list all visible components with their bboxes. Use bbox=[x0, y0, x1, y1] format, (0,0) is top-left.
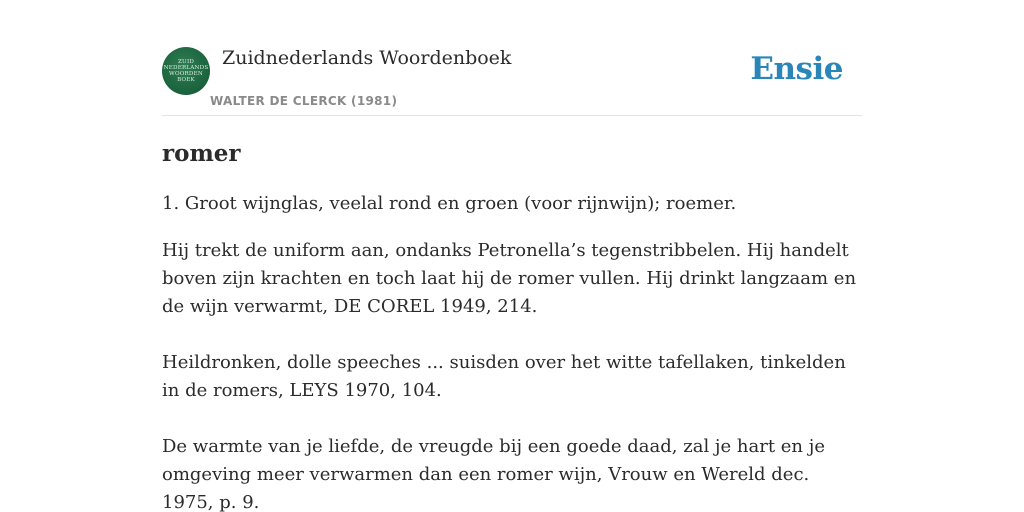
entry-lemma: romer bbox=[162, 140, 241, 167]
logo-text-line: WOORDEN bbox=[169, 71, 203, 77]
logo-text-line: ZUID bbox=[177, 58, 195, 65]
page-header bbox=[162, 40, 862, 116]
logo-text-line: NEDERLANDS bbox=[163, 64, 209, 71]
citation-list bbox=[162, 237, 862, 512]
book-author: WALTER DE CLERCK (1981) bbox=[210, 94, 398, 108]
citation-item: De warmte van je liefde, de vreugde bij een goede daad, zal je hart en je omgeving meer verwarmen dan een romer wijn, Vrouw en Wereld dec. 1975, p. 9. bbox=[162, 436, 825, 512]
dictionary-entry bbox=[162, 138, 862, 512]
book-title[interactable]: Zuidnederlands Woordenboek bbox=[222, 47, 512, 69]
entry-definition: 1. Groot wijnglas, veelal rond en groen (voor rijnwijn); roemer. bbox=[162, 193, 737, 214]
citation-item: Heildronken, dolle speeches ... suisden over het witte tafellaken, tinkelden in de romers, LEYS 1970, 104. bbox=[162, 352, 846, 401]
logo-text-line: BOEK bbox=[177, 77, 195, 84]
brand-logo-link[interactable]: Ensie bbox=[750, 51, 843, 87]
book-logo[interactable] bbox=[162, 47, 210, 95]
citation-item: Hij trekt de uniform aan, ondanks Petronella’s tegenstribbelen. Hij handelt boven zijn krachten en toch laat hij de romer vullen. Hij drinkt langzaam en de wijn verwarmt, DE COREL 1949, 214. bbox=[162, 240, 857, 317]
